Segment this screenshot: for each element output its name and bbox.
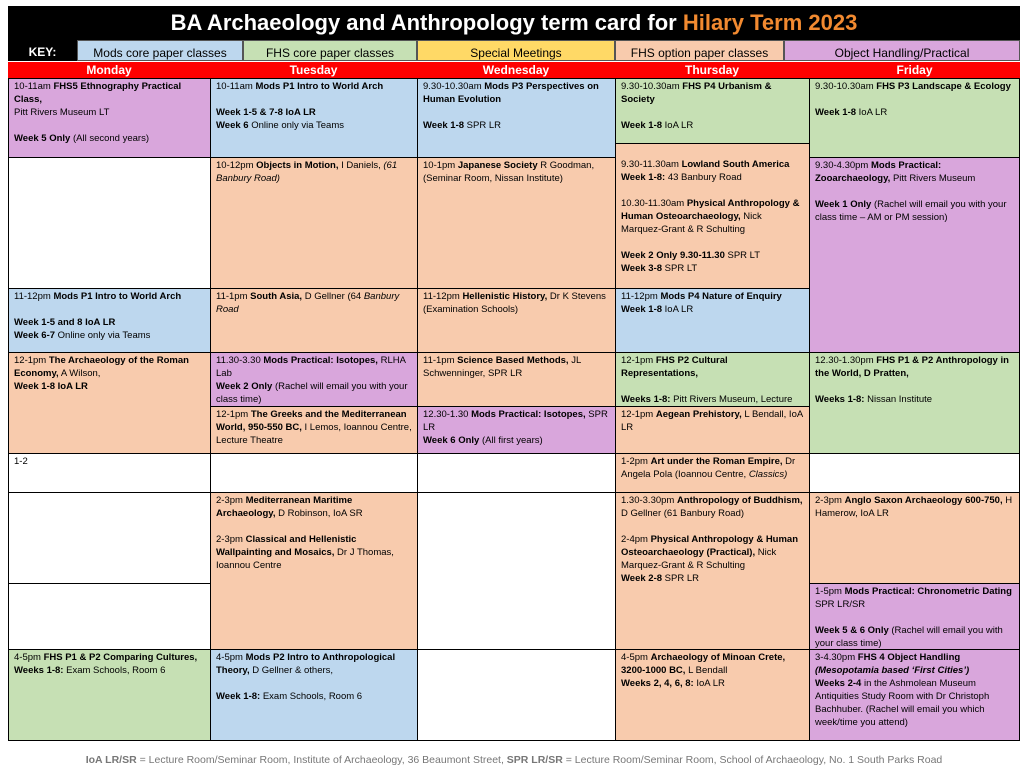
day-header-monday: Monday	[8, 62, 210, 78]
thursday-aegean-prehistory: 12-1pm Aegean Prehistory, L Bendall, IoA LR	[615, 406, 810, 454]
thursday-minoan-crete: 4-5pm Archaeology of Minoan Crete, 3200-1000 BC, L Bendall Weeks 2, 4, 6, 8: IoA LR	[615, 649, 810, 741]
friday-anthropology-world: 12.30-1.30pm FHS P1 & P2 Anthropology in the World, D Pratten, Weeks 1-8: Nissan Institute	[809, 352, 1020, 454]
monday-1-2-slot: 1-2	[8, 453, 211, 493]
thursday-afternoon-options: 1.30-3.30pm Anthropology of Buddhism, D Gellner (61 Banbury Road) 2-4pm Physical Anthropology & Human Osteoarchaeology (Practical), Nick Marquez-Grant & R Schulting Week 2-8 SPR LR	[615, 492, 810, 650]
thursday-morning-options: 9.30-11.30am Lowland South America Week 1-8: 43 Banbury Road 10.30-11.30am Physical Anthropology & Human Osteoarchaeology, Nick Marquez-Grant & R Schulting Week 2 Only 9.30-11.30 SPR LT Week 3-8 SPR LT	[615, 143, 810, 289]
title-main: BA Archaeology and Anthropology term card for	[170, 10, 683, 35]
key-fhs-core: FHS core paper classes	[243, 40, 417, 61]
friday-object-handling: 3-4.30pm FHS 4 Object Handling (Mesopotamia based ‘First Cities’) Weeks 2-4 in the Ashmolean Museum Antiquities Study Room with Dr Christoph Bachhuber. (Rachel will email you which week/time you attend)	[809, 649, 1020, 741]
footer-legend: IoA LR/SR = Lecture Room/Seminar Room, Institute of Archaeology, 36 Beaumont Street, SPR LR/SR = Lecture Room/Seminar Room, School of Archaeology, No. 1 South Parks Road	[85, 754, 943, 766]
wednesday-hellenistic-history: 11-12pm Hellenistic History, Dr K Stevens (Examination Schools)	[417, 288, 616, 353]
tuesday-afternoon-options: 2-3pm Mediterranean Maritime Archaeology, D Robinson, IoA SR 2-3pm Classical and Hellenistic Wallpainting and Mosaics, Dr J Thomas, Ioannou Centre	[210, 492, 418, 650]
wednesday-mods-practical-isotopes: 12.30-1.30 Mods Practical: Isotopes, SPR LR Week 6 Only (All first years)	[417, 406, 616, 454]
day-header-wednesday: Wednesday	[417, 62, 615, 78]
key-label: KEY:	[8, 40, 77, 61]
wednesday-japanese-society: 10-1pm Japanese Society R Goodman, (Seminar Room, Nissan Institute)	[417, 157, 616, 289]
monday-roman-economy: 12-1pm The Archaeology of the Roman Economy, A Wilson, Week 1-8 IoA LR	[8, 352, 211, 454]
key-mods-core: Mods core paper classes	[77, 40, 243, 61]
title-term: Hilary Term 2023	[682, 10, 858, 35]
friday-zooarchaeology: 9.30-4.30pm Mods Practical: Zooarchaeology, Pitt Rivers Museum Week 1 Only (Rachel will email you with your class time – AM or PM session)	[809, 157, 1020, 353]
monday-mods-p1: 11-12pm Mods P1 Intro to World Arch Week 1-5 and 8 IoA LR Week 6-7 Online only via Teams	[8, 288, 211, 353]
key-fhs-option: FHS option paper classes	[615, 40, 784, 61]
thursday-roman-art: 1-2pm Art under the Roman Empire, Dr Angela Pola (Ioannou Centre, Classics)	[615, 453, 810, 493]
monday-empty-slot	[8, 492, 211, 584]
day-header-thursday: Thursday	[615, 62, 809, 78]
friday-anglo-saxon: 2-3pm Anglo Saxon Archaeology 600-750, H Hamerow, IoA LR	[809, 492, 1020, 584]
monday-comparing-cultures: 4-5pm FHS P1 & P2 Comparing Cultures, Weeks 1-8: Exam Schools, Room 6	[8, 649, 211, 741]
thursday-mods-p4: 11-12pm Mods P4 Nature of Enquiry Week 1-8 IoA LR	[615, 288, 810, 353]
tuesday-mods-p1: 10-11am Mods P1 Intro to World Arch Week 1-5 & 7-8 IoA LR Week 6 Online only via Teams	[210, 78, 418, 158]
tuesday-greeks-mediterranean: 12-1pm The Greeks and the Mediterranean World, 950-550 BC, I Lemos, Ioannou Centre, Lecture Theatre	[210, 406, 418, 454]
thursday-fhs-p2-cultural: 12-1pm FHS P2 Cultural Representations, Weeks 1-8: Pitt Rivers Museum, Lecture	[615, 352, 810, 407]
page-title	[8, 6, 1020, 40]
wednesday-empty-slot	[417, 492, 616, 650]
friday-fhs-p3-landscape: 9.30-10.30am FHS P3 Landscape & Ecology Week 1-8 IoA LR	[809, 78, 1020, 158]
key-special: Special Meetings	[417, 40, 615, 61]
friday-empty-slot	[809, 453, 1020, 493]
day-header-tuesday: Tuesday	[210, 62, 417, 78]
wednesday-empty-slot	[417, 453, 616, 493]
tuesday-empty-slot	[210, 453, 418, 493]
tuesday-mods-practical-isotopes: 11.30-3.30 Mods Practical: Isotopes, RLHA Lab Week 2 Only (Rachel will email you with your class time)	[210, 352, 418, 407]
tuesday-south-asia: 11-1pm South Asia, D Gellner (64 Banbury Road	[210, 288, 418, 353]
monday-empty-slot	[8, 157, 211, 289]
key-object-handling: Object Handling/Practical	[784, 40, 1020, 61]
tuesday-objects-in-motion: 10-12pm Objects in Motion, I Daniels, (61 Banbury Road)	[210, 157, 418, 289]
wednesday-science-methods: 11-1pm Science Based Methods, JL Schwenninger, SPR LR	[417, 352, 616, 407]
monday-empty-slot	[8, 583, 211, 650]
friday-chronometric-dating: 1-5pm Mods Practical: Chronometric Dating SPR LR/SR Week 5 & 6 Only (Rachel will email you with your class time)	[809, 583, 1020, 650]
day-header-friday: Friday	[809, 62, 1020, 78]
thursday-fhs-p4-urbanism: 9.30-10.30am FHS P4 Urbanism & Society Week 1-8 IoA LR	[615, 78, 810, 144]
monday-fhs5-ethnography: 10-11am FHS5 Ethnography Practical Class, Pitt Rivers Museum LT Week 5 Only (All second years)	[8, 78, 211, 158]
wednesday-mods-p3: 9.30-10.30am Mods P3 Perspectives on Human Evolution Week 1-8 SPR LR	[417, 78, 616, 158]
wednesday-empty-slot	[417, 649, 616, 741]
tuesday-mods-p2: 4-5pm Mods P2 Intro to Anthropological Theory, D Gellner & others, Week 1-8: Exam Schools, Room 6	[210, 649, 418, 741]
